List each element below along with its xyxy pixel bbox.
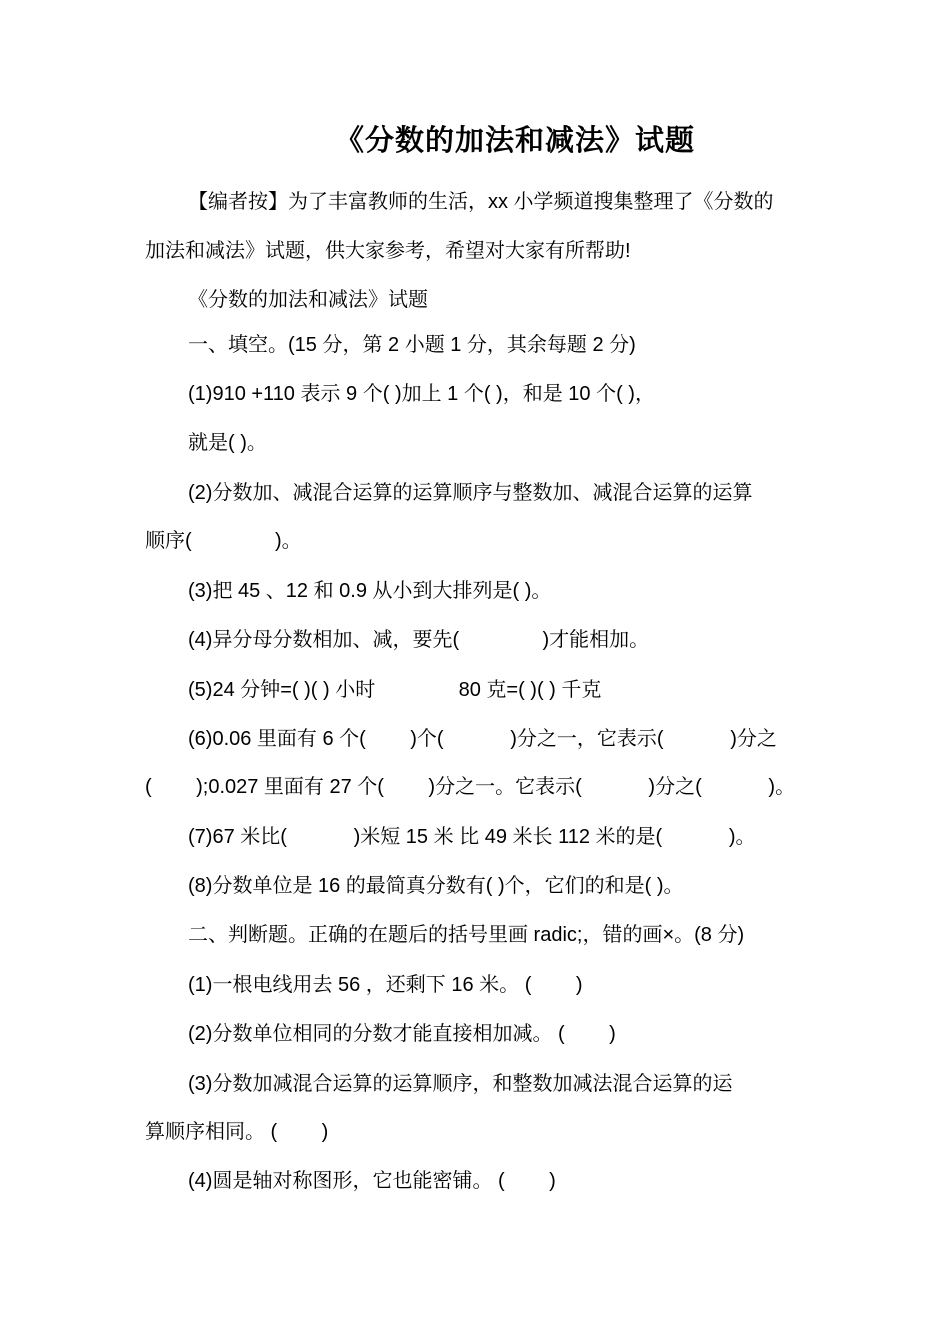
section-subtitle: 《分数的加法和减法》试题 bbox=[188, 289, 428, 311]
judge-question-4: (4)圆是轴对称图形，它也能密铺。 ( ) bbox=[188, 1170, 556, 1192]
question-8: (8)分数单位是 16 的最简真分数有( )个，它们的和是( )。 bbox=[188, 875, 684, 897]
judge-question-3-line-2: 算顺序相同。 ( ) bbox=[145, 1121, 329, 1143]
question-2-line-2: 顺序( )。 bbox=[145, 530, 302, 552]
editor-note-line-1: 【编者按】为了丰富教师的生活，xx 小学频道搜集整理了《分数的 bbox=[188, 191, 774, 213]
question-5: (5)24 分钟=( )( ) 小时 80 克=( )( ) 千克 bbox=[188, 679, 602, 701]
question-1-line-1: (1)910 +110 表示 9 个( )加上 1 个( )，和是 10 个( )， bbox=[188, 383, 655, 405]
question-6-line-1: (6)0.06 里面有 6 个( )个( )分之一，它表示( )分之 bbox=[188, 728, 777, 750]
editor-note-line-2: 加法和减法》试题，供大家参考，希望对大家有所帮助! bbox=[145, 240, 631, 262]
document-title: 《分数的加法和减法》试题 bbox=[334, 123, 695, 157]
question-7: (7)67 米比( )米短 15 米 比 49 米长 112 米的是( )。 bbox=[188, 826, 756, 848]
judge-question-2: (2)分数单位相同的分数才能直接相加减。 ( ) bbox=[188, 1023, 616, 1045]
section-two-heading: 二、判断题。正确的在题后的括号里画 radic;，错的画×。(8 分) bbox=[188, 924, 745, 946]
question-1-line-2: 就是( )。 bbox=[188, 432, 267, 454]
judge-question-1: (1)一根电线用去 56 ，还剩下 16 米。 ( ) bbox=[188, 974, 583, 996]
judge-question-3-line-1: (3)分数加减混合运算的运算顺序，和整数加减法混合运算的运 bbox=[188, 1073, 733, 1095]
question-2-line-1: (2)分数加、减混合运算的运算顺序与整数加、减混合运算的运算 bbox=[188, 482, 753, 504]
question-6-line-2: ( );0.027 里面有 27 个( )分之一。它表示( )分之( )。 bbox=[145, 776, 796, 798]
question-4: (4)异分母分数相加、减，要先( )才能相加。 bbox=[188, 629, 650, 651]
question-3: (3)把 45 、12 和 0.9 从小到大排列是( )。 bbox=[188, 580, 552, 602]
section-one-heading: 一、填空。(15 分，第 2 小题 1 分，其余每题 2 分) bbox=[188, 334, 636, 356]
